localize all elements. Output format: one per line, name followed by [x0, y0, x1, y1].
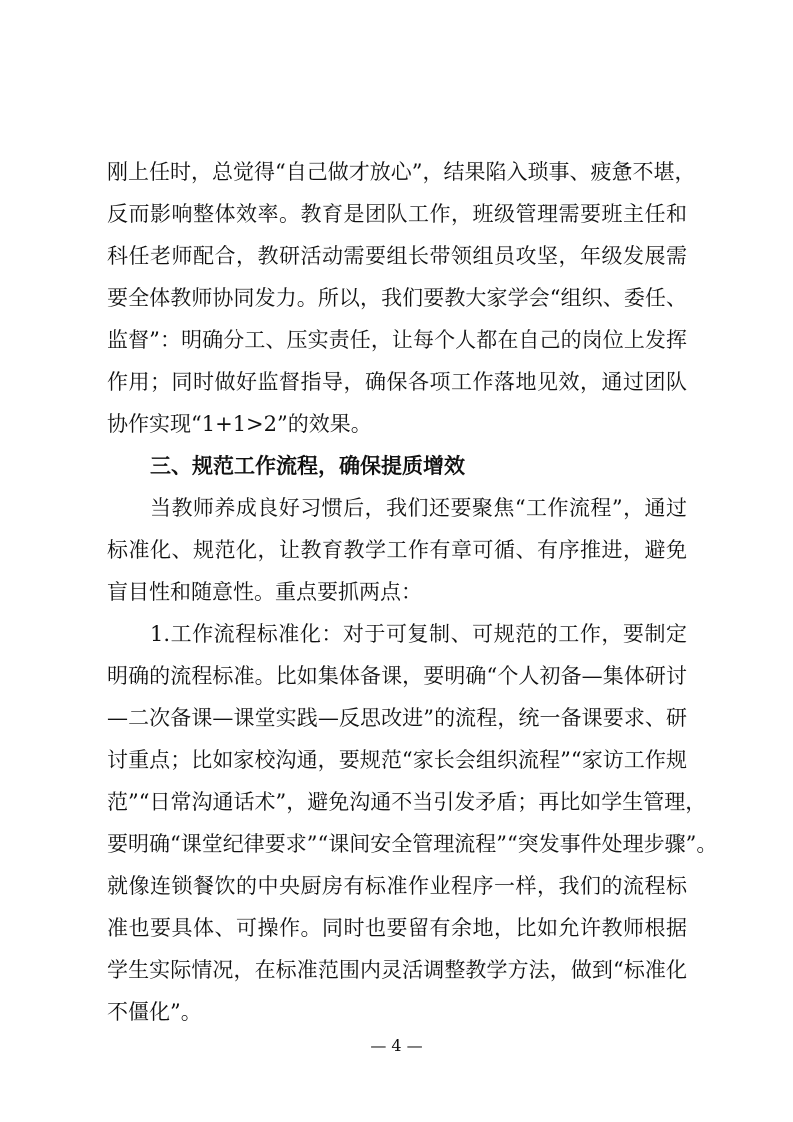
body-line: 标准化、规范化，让教育教学工作有章可循、有序推进，避免: [107, 538, 687, 562]
body-line: 要全体教师协同发力。所以，我们要教大家学会“组织、委任、: [107, 286, 687, 310]
body-line: 盲目性和随意性。重点要抓两点：: [107, 580, 422, 604]
body-line: 范”“日常沟通话术”，避免沟通不当引发矛盾；再比如学生管理，: [107, 790, 707, 814]
page-number: — 4 —: [370, 1036, 423, 1055]
body-line: 协作实现“1+1>2”的效果。: [107, 412, 372, 436]
body-line: —二次备课—课堂实践—反思改进”的流程，统一备课要求、研: [107, 706, 687, 730]
body-line: 刚上任时，总觉得“自己做才放心”，结果陷入琐事、疲惫不堪，: [107, 160, 696, 184]
body-line: 监督”：明确分工、压实责任，让每个人都在自己的岗位上发挥: [107, 328, 687, 352]
body-line: 1.工作流程标准化：对于可复制、可规范的工作，要制定: [150, 622, 687, 646]
body-line: 就像连锁餐饮的中央厨房有标准作业程序一样，我们的流程标: [107, 874, 687, 898]
body-line: 反而影响整体效率。教育是团队工作，班级管理需要班主任和: [107, 202, 687, 226]
body-line: 讨重点；比如家校沟通，要规范“家长会组织流程”“家访工作规: [107, 748, 687, 772]
body-line: 不僵化”。: [107, 1000, 202, 1024]
body-line: 准也要具体、可操作。同时也要留有余地，比如允许教师根据: [107, 916, 687, 940]
body-line: 要明确“课堂纪律要求”“课间安全管理流程”“突发事件处理步骤”。: [107, 832, 718, 856]
section-heading: 三、规范工作流程，确保提质增效: [150, 453, 465, 478]
body-line: 学生实际情况，在标准范围内灵活调整教学方法，做到“标准化: [107, 958, 687, 982]
body-line: 作用；同时做好监督指导，确保各项工作落地见效，通过团队: [107, 370, 687, 394]
body-line: 科任老师配合，教研活动需要组长带领组员攻坚，年级发展需: [107, 244, 687, 268]
body-line: 明确的流程标准。比如集体备课，要明确“个人初备—集体研讨: [107, 664, 687, 688]
body-line: 当教师养成良好习惯后，我们还要聚焦“工作流程”，通过: [150, 496, 687, 520]
